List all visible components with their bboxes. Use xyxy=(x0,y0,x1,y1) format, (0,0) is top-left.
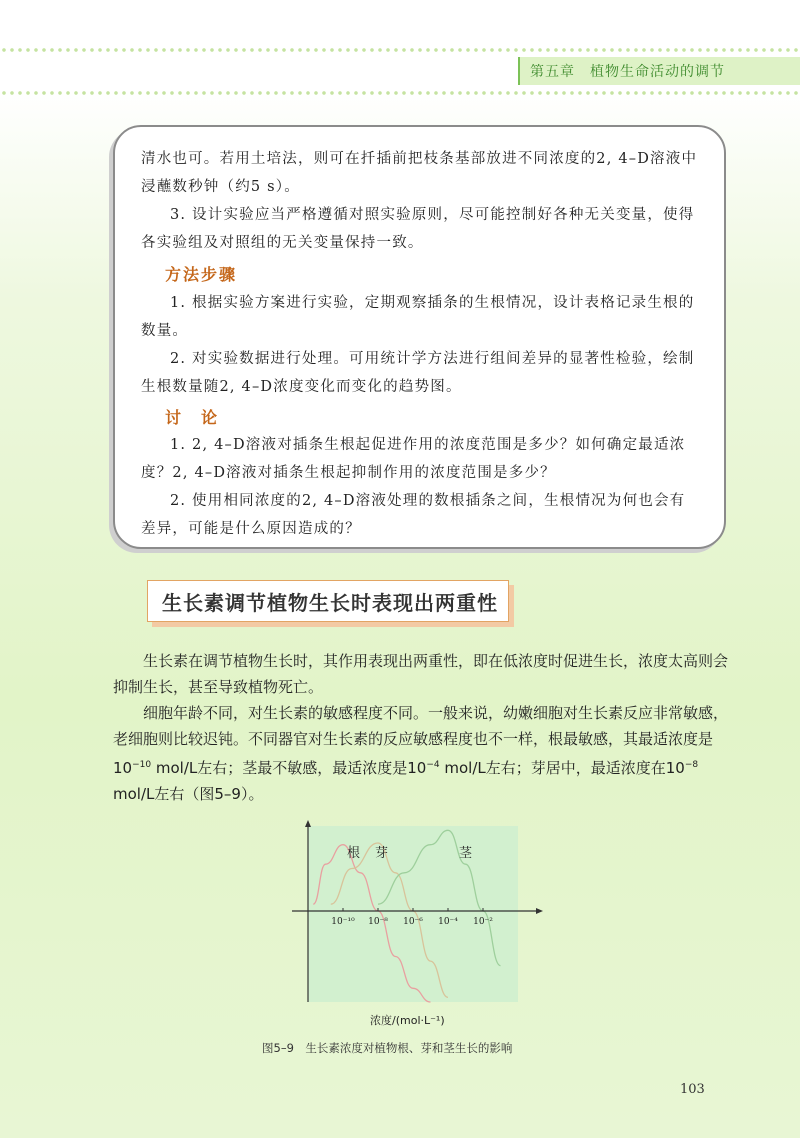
discussion-heading: 讨 论 xyxy=(165,408,220,427)
x-tick-label-2: 10⁻⁶ xyxy=(403,917,423,927)
chapter-title: 第五章 植物生命活动的调节 xyxy=(530,64,725,80)
section-title xyxy=(147,580,509,622)
body-paragraph-1-text: 生长素在调节植物生长时，其作用表现出两重性，即在低浓度时促进生长，浓度太高则会抑制生长，甚至导致植物死亡。 xyxy=(113,652,729,696)
x-tick-label-4: 10⁻² xyxy=(473,917,493,927)
series-label-stem: 茎 xyxy=(459,846,473,861)
methods-heading: 方法步骤 xyxy=(165,265,238,284)
x-tick-label-0: 10⁻¹⁰ xyxy=(331,917,355,927)
series-label-root: 根 xyxy=(347,846,361,861)
body-paragraph-2 xyxy=(113,700,733,807)
top-dot-rule xyxy=(0,47,800,53)
body-p2-b: mol/L左右；茎最不敏感，最适浓度是10 xyxy=(151,759,427,777)
x-axis-title: 浓度/(mol·L⁻¹) xyxy=(370,1014,445,1027)
box-paragraph-6: 2. 使用相同浓度的2, 4–D溶液处理的数根插条之间，生根情况为何也会有差异，可能是什么原因造成的？ xyxy=(141,493,686,537)
x-axis-arrow xyxy=(536,908,543,914)
body-p2-sup1: −10 xyxy=(132,760,152,770)
box-paragraph-1: 清水也可。若用土培法，则可在扦插前把枝条基部放进不同浓度的2, 4–D溶液中浸蘸数秒钟（约5 s）。 xyxy=(141,151,698,195)
body-p2-a: 细胞年龄不同，对生长素的敏感程度不同。一般来说，幼嫩细胞对生长素反应非常敏感，老细胞则比较迟钝。不同器官对生长素的反应敏感程度也不一样，根最敏感，其最适浓度是10 xyxy=(113,704,729,777)
x-tick-label-1: 10⁻⁸ xyxy=(368,917,388,927)
y-axis-arrow xyxy=(305,820,311,827)
figure-caption: 图5–9 生长素浓度对植物根、芽和茎生长的影响 xyxy=(262,1041,513,1055)
page-number: 103 xyxy=(680,1082,705,1097)
body-p2-sup3: −8 xyxy=(684,760,699,770)
body-p2-d: mol/L左右（图5–9）。 xyxy=(113,785,264,803)
box-paragraph-5: 1. 2, 4–D溶液对插条生根起促进作用的浓度范围是多少？如何确定最适浓度？2, 4–D溶液对插条生根起抑制作用的浓度范围是多少？ xyxy=(141,437,686,481)
body-paragraph-1 xyxy=(113,648,733,700)
section-title-text: 生长素调节植物生长时表现出两重性 xyxy=(162,590,498,615)
series-label-bud: 芽 xyxy=(375,846,389,861)
body-p2-c: mol/L左右；芽居中，最适浓度在10 xyxy=(439,759,685,777)
chapter-header xyxy=(520,57,800,85)
x-tick-label-3: 10⁻⁴ xyxy=(438,917,458,927)
header-bottom-dot-rule xyxy=(0,90,800,96)
figure-5-9 xyxy=(262,818,562,1033)
experiment-box xyxy=(113,125,726,549)
body-p2-sup2: −4 xyxy=(426,760,440,770)
box-paragraph-3: 1. 根据实验方案进行实验，定期观察插条的生根情况，设计表格记录生根的数量。 xyxy=(141,295,695,339)
auxin-chart xyxy=(262,818,562,1033)
box-paragraph-2: 3. 设计实验应当严格遵循对照实验原则，尽可能控制好各种无关变量，使得各实验组及对照组的无关变量保持一致。 xyxy=(141,207,695,251)
box-paragraph-4: 2. 对实验数据进行处理。可用统计学方法进行组间差异的显著性检验，绘制生根数量随2, 4–D浓度变化而变化的趋势图。 xyxy=(141,351,695,395)
